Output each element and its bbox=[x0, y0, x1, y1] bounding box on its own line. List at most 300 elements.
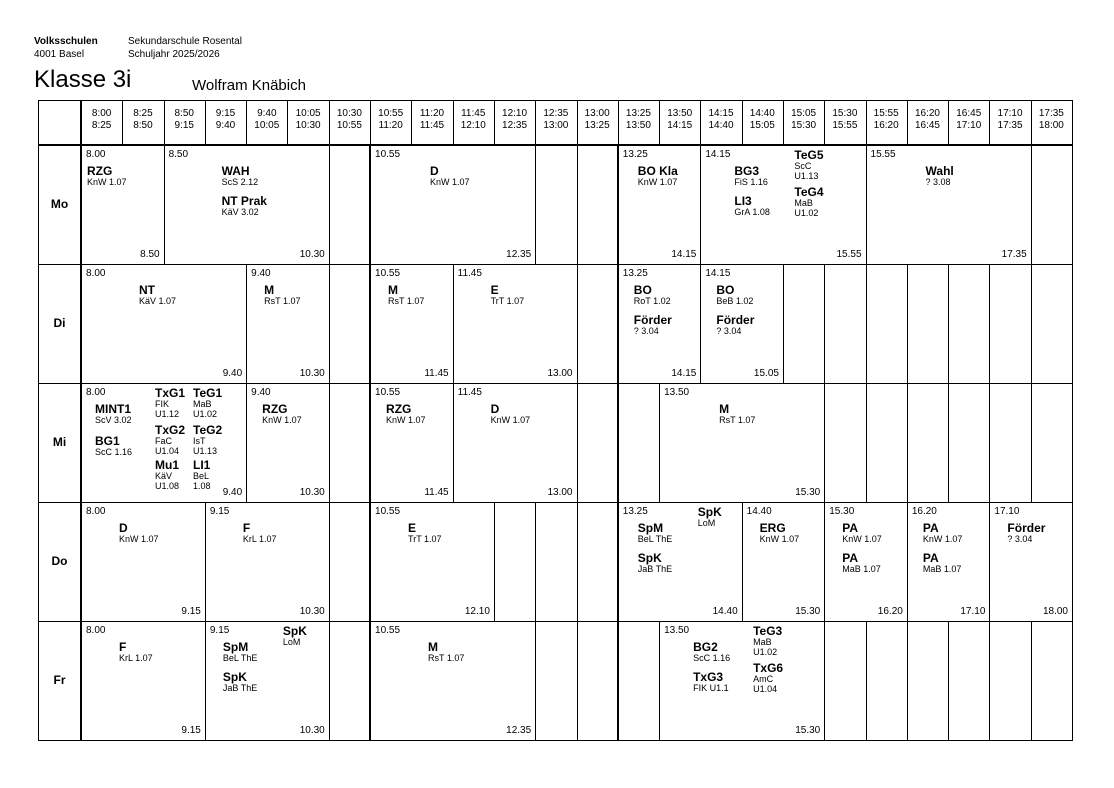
lesson-subject: WAH bbox=[221, 164, 250, 178]
block-end-time: 11.45 bbox=[424, 368, 449, 379]
lesson-subject: Förder bbox=[716, 313, 755, 327]
lesson-block[interactable] bbox=[907, 502, 990, 621]
cell-divider bbox=[866, 621, 867, 740]
slot-end: 14:15 bbox=[667, 120, 693, 131]
slot-start: 17:10 bbox=[997, 108, 1023, 119]
lesson-subject: BO bbox=[633, 283, 652, 297]
lesson-block[interactable] bbox=[81, 264, 246, 383]
block-end-time: 16.20 bbox=[877, 606, 903, 617]
lesson-details: FiS 1.16 bbox=[734, 177, 768, 187]
slot-end: 17:10 bbox=[956, 120, 982, 131]
day-label: Fr bbox=[53, 672, 66, 687]
lesson-block[interactable] bbox=[453, 383, 577, 502]
slot-header bbox=[907, 108, 948, 138]
slot-header bbox=[989, 108, 1030, 138]
lesson-subject: NT Prak bbox=[221, 194, 267, 208]
lesson-subject: LI1 bbox=[193, 458, 211, 472]
lesson-block[interactable] bbox=[453, 264, 577, 383]
block-start-time: 15.55 bbox=[870, 149, 896, 160]
slot-end: 10:05 bbox=[254, 120, 280, 131]
block-start-time: 10.55 bbox=[375, 625, 401, 636]
block-start-time: 8.00 bbox=[86, 625, 106, 636]
slot-header bbox=[122, 108, 163, 138]
lesson-subject: RZG bbox=[262, 402, 288, 416]
cell-divider bbox=[329, 502, 330, 621]
block-end-time: 9.40 bbox=[222, 368, 243, 379]
slot-header bbox=[577, 108, 618, 138]
block-end-time: 9.15 bbox=[181, 725, 201, 736]
break-divider bbox=[617, 621, 619, 740]
lesson-details: KnW 1.07 bbox=[87, 177, 127, 187]
lesson-subject: PA bbox=[922, 521, 939, 535]
cell-divider bbox=[1031, 621, 1032, 740]
lesson-details: KnW 1.07 bbox=[759, 534, 800, 544]
block-start-time: 8.00 bbox=[86, 506, 106, 517]
lesson-details: U1.08 bbox=[155, 481, 180, 491]
block-start-time: 17.10 bbox=[994, 506, 1020, 517]
slot-end: 15:05 bbox=[749, 120, 775, 131]
slot-start: 12:35 bbox=[543, 108, 569, 119]
slot-start: 14:15 bbox=[708, 108, 734, 119]
block-start-time: 13.25 bbox=[622, 149, 648, 160]
lesson-details: U1.13 bbox=[794, 171, 819, 181]
lesson-block[interactable] bbox=[164, 145, 329, 264]
block-end-time: 15.05 bbox=[753, 368, 779, 379]
slot-header bbox=[742, 108, 783, 138]
slot-header bbox=[1031, 108, 1072, 138]
block-end-time: 17.10 bbox=[960, 606, 986, 617]
slot-end: 14:40 bbox=[708, 120, 734, 131]
school-name: Sekundarschule Rosental bbox=[128, 36, 242, 47]
lesson-subject: D bbox=[119, 521, 128, 535]
slot-start: 10:55 bbox=[378, 108, 404, 119]
block-end-time: 14.40 bbox=[712, 606, 738, 617]
lesson-subject: LI3 bbox=[734, 194, 752, 208]
lesson-details: U1.02 bbox=[193, 409, 218, 419]
lesson-block[interactable] bbox=[205, 621, 329, 740]
lesson-subject: D bbox=[430, 164, 439, 178]
slot-start: 11:20 bbox=[419, 108, 445, 119]
lesson-block[interactable] bbox=[659, 621, 824, 740]
lesson-details: ScC 1.16 bbox=[95, 447, 133, 457]
block-end-time: 10.30 bbox=[299, 606, 325, 617]
slot-end: 16:20 bbox=[873, 120, 899, 131]
slot-header bbox=[700, 108, 741, 138]
lesson-subject: E bbox=[408, 521, 417, 535]
slot-end: 17:35 bbox=[997, 120, 1023, 131]
cell-divider bbox=[577, 145, 578, 264]
lesson-details: U1.04 bbox=[155, 446, 180, 456]
lesson-subject: TeG4 bbox=[794, 185, 824, 199]
block-end-time: 9.15 bbox=[181, 606, 201, 617]
lesson-block[interactable] bbox=[700, 145, 865, 264]
block-end-time: 12.35 bbox=[506, 249, 532, 260]
block-start-time: 13.50 bbox=[664, 625, 690, 636]
slot-end: 13:25 bbox=[584, 120, 610, 131]
block-end-time: 10.30 bbox=[299, 249, 325, 260]
lesson-block[interactable] bbox=[81, 383, 246, 502]
slot-end: 8:25 bbox=[91, 120, 112, 131]
lesson-details: KäV bbox=[155, 471, 173, 481]
lesson-details: RsT 1.07 bbox=[719, 415, 756, 425]
slot-header bbox=[866, 108, 907, 138]
lesson-subject: RZG bbox=[386, 402, 412, 416]
block-end-time: 10.30 bbox=[299, 487, 325, 498]
slot-end: 16:45 bbox=[914, 120, 940, 131]
block-start-time: 8.00 bbox=[86, 149, 106, 160]
lesson-block[interactable] bbox=[205, 502, 329, 621]
lesson-subject: BG3 bbox=[734, 164, 760, 178]
lesson-details: BeL ThE bbox=[222, 653, 258, 663]
lesson-block[interactable] bbox=[700, 264, 783, 383]
lesson-details: KnW 1.07 bbox=[922, 534, 963, 544]
lesson-details: BeL bbox=[193, 471, 210, 481]
slot-start: 9:15 bbox=[215, 108, 236, 119]
slot-end: 12:10 bbox=[460, 120, 486, 131]
block-end-time: 11.45 bbox=[424, 487, 449, 498]
cell-divider bbox=[329, 621, 330, 740]
lesson-details: KrL 1.07 bbox=[119, 653, 153, 663]
lesson-details: MaB bbox=[794, 198, 813, 208]
lesson-block[interactable] bbox=[659, 383, 824, 502]
lesson-subject: M bbox=[264, 283, 275, 297]
slot-header bbox=[205, 108, 246, 138]
lesson-block[interactable] bbox=[618, 145, 701, 264]
slot-start: 13:50 bbox=[667, 108, 693, 119]
block-start-time: 10.55 bbox=[375, 268, 401, 279]
cell-divider bbox=[577, 502, 578, 621]
slot-header bbox=[494, 108, 535, 138]
lesson-subject: PA bbox=[842, 521, 859, 535]
slot-start: 15:05 bbox=[791, 108, 817, 119]
slot-header bbox=[370, 108, 411, 138]
block-end-time: 15.30 bbox=[795, 487, 821, 498]
slot-header bbox=[535, 108, 576, 138]
lesson-details: LoM bbox=[697, 518, 716, 528]
block-end-time: 9.40 bbox=[222, 487, 243, 498]
frame-top bbox=[38, 100, 1072, 101]
lesson-block[interactable] bbox=[742, 502, 825, 621]
lesson-block[interactable] bbox=[370, 621, 535, 740]
cell-divider bbox=[948, 264, 949, 383]
cell-divider bbox=[989, 264, 990, 383]
cell-divider bbox=[824, 264, 825, 383]
lesson-details: KnW 1.07 bbox=[842, 534, 882, 544]
block-end-time: 14.15 bbox=[671, 368, 697, 379]
lesson-block[interactable] bbox=[81, 145, 164, 264]
block-end-time: 12.10 bbox=[464, 606, 490, 617]
lesson-details: FIK U1.1 bbox=[693, 683, 729, 693]
lesson-block[interactable] bbox=[989, 502, 1072, 621]
block-start-time: 15.30 bbox=[829, 506, 855, 517]
day-label: Do bbox=[51, 553, 68, 568]
lesson-details: RsT 1.07 bbox=[264, 296, 301, 306]
block-start-time: 13.25 bbox=[622, 506, 648, 517]
block-start-time: 9.15 bbox=[209, 625, 230, 636]
cell-divider bbox=[866, 264, 867, 383]
slot-start: 10:05 bbox=[295, 108, 321, 119]
slot-start: 15:55 bbox=[873, 108, 899, 119]
lesson-details: ? 3.04 bbox=[716, 326, 742, 336]
lesson-details: KnW 1.07 bbox=[637, 177, 678, 187]
lesson-details: TrT 1.07 bbox=[490, 296, 525, 306]
lesson-subject: PA bbox=[922, 551, 939, 565]
block-end-time: 8.50 bbox=[140, 249, 160, 260]
cell-divider bbox=[577, 264, 578, 383]
lesson-details: MaB bbox=[753, 637, 772, 647]
lesson-subject: F bbox=[242, 521, 251, 535]
block-start-time: 13.50 bbox=[664, 387, 690, 398]
lesson-block[interactable] bbox=[866, 145, 1031, 264]
lesson-subject: ERG bbox=[759, 521, 786, 535]
block-end-time: 14.15 bbox=[671, 249, 697, 260]
lesson-subject: TxG6 bbox=[753, 661, 784, 675]
slot-start: 13:00 bbox=[584, 108, 610, 119]
block-start-time: 9.40 bbox=[251, 268, 271, 279]
lesson-details: KnW 1.07 bbox=[386, 415, 426, 425]
lesson-details: BeB 1.02 bbox=[716, 296, 754, 306]
lesson-subject: Mu1 bbox=[155, 458, 179, 472]
lesson-subject: BG2 bbox=[693, 640, 718, 654]
lesson-subject: Wahl bbox=[925, 164, 954, 178]
slot-end: 11:20 bbox=[378, 120, 403, 131]
frame-bottom bbox=[38, 740, 1072, 741]
block-end-time: 13.00 bbox=[547, 487, 573, 498]
day-label: Mi bbox=[52, 434, 67, 449]
slot-header bbox=[164, 108, 205, 138]
cell-divider bbox=[989, 383, 990, 502]
lesson-details: ScC bbox=[794, 161, 812, 171]
slot-start: 16:45 bbox=[956, 108, 982, 119]
cell-divider bbox=[329, 264, 330, 383]
block-start-time: 14.40 bbox=[746, 506, 772, 517]
cell-divider bbox=[866, 383, 867, 502]
slot-header bbox=[948, 108, 989, 138]
block-end-time: 15.30 bbox=[795, 606, 821, 617]
lesson-subject: SpK bbox=[637, 551, 662, 565]
slot-start: 12:10 bbox=[502, 108, 528, 119]
block-start-time: 8.50 bbox=[168, 149, 189, 160]
block-start-time: 13.25 bbox=[622, 268, 648, 279]
slot-header bbox=[783, 108, 824, 138]
block-end-time: 18.00 bbox=[1042, 606, 1068, 617]
lesson-subject: BO bbox=[716, 283, 735, 297]
lesson-details: KäV 3.02 bbox=[221, 207, 259, 217]
lesson-subject: SpK bbox=[222, 670, 247, 684]
lesson-subject: NT bbox=[139, 283, 155, 297]
cell-divider bbox=[577, 383, 578, 502]
lesson-block[interactable] bbox=[370, 383, 453, 502]
school-year: Schuljahr 2025/2026 bbox=[128, 49, 220, 60]
block-start-time: 14.15 bbox=[705, 268, 731, 279]
block-end-time: 15.30 bbox=[795, 725, 821, 736]
slot-header bbox=[824, 108, 865, 138]
block-end-time: 13.00 bbox=[547, 368, 573, 379]
block-end-time: 10.30 bbox=[299, 368, 325, 379]
block-start-time: 10.55 bbox=[375, 387, 401, 398]
slot-start: 15:30 bbox=[832, 108, 858, 119]
lesson-block[interactable] bbox=[824, 502, 907, 621]
lesson-details: U1.02 bbox=[753, 647, 778, 657]
slot-end: 15:55 bbox=[832, 120, 858, 131]
block-start-time: 10.55 bbox=[375, 506, 401, 517]
lesson-details: KnW 1.07 bbox=[119, 534, 159, 544]
lesson-subject: E bbox=[490, 283, 499, 297]
slot-end: 12:35 bbox=[502, 120, 528, 131]
cell-divider bbox=[494, 502, 495, 621]
lesson-subject: F bbox=[119, 640, 127, 654]
lesson-details: GrA 1.08 bbox=[734, 207, 770, 217]
lesson-details: U1.02 bbox=[794, 208, 819, 218]
slot-header bbox=[246, 108, 287, 138]
lesson-subject: D bbox=[490, 402, 500, 416]
lesson-details: BeL ThE bbox=[637, 534, 673, 544]
lesson-subject: MINT1 bbox=[95, 402, 131, 416]
slot-end: 8:50 bbox=[133, 120, 153, 131]
block-end-time: 17.35 bbox=[1001, 249, 1027, 260]
slot-header bbox=[287, 108, 328, 138]
lesson-block[interactable] bbox=[618, 502, 742, 621]
cell-divider bbox=[907, 264, 908, 383]
lesson-block[interactable] bbox=[81, 621, 205, 740]
slot-end: 13:00 bbox=[543, 120, 569, 131]
lesson-details: KrL 1.07 bbox=[242, 534, 277, 544]
lesson-subject: SpM bbox=[637, 521, 664, 535]
cell-divider bbox=[329, 383, 330, 502]
lesson-details: MaB 1.07 bbox=[842, 564, 881, 574]
lesson-details: AmC bbox=[753, 674, 774, 684]
slot-end: 13:50 bbox=[625, 120, 651, 131]
frame-right bbox=[1072, 100, 1073, 741]
class-title: Klasse 3i bbox=[34, 66, 132, 93]
slot-end: 15:30 bbox=[791, 120, 817, 131]
lesson-block[interactable] bbox=[370, 145, 535, 264]
slot-start: 13:25 bbox=[625, 108, 651, 119]
teacher-name: Wolfram Knäbich bbox=[192, 77, 306, 94]
slot-end: 11:45 bbox=[419, 120, 445, 131]
slot-end: 10:30 bbox=[295, 120, 321, 131]
block-start-time: 9.15 bbox=[209, 506, 230, 517]
slot-start: 8:25 bbox=[133, 108, 153, 119]
day-label: Di bbox=[53, 315, 66, 330]
lesson-block[interactable] bbox=[246, 383, 329, 502]
lesson-details: KäV 1.07 bbox=[139, 296, 177, 306]
city: 4001 Basel bbox=[34, 49, 85, 60]
lesson-block[interactable] bbox=[618, 264, 701, 383]
lesson-details: FIK bbox=[155, 399, 170, 409]
lesson-details: ScV 3.02 bbox=[95, 415, 132, 425]
block-start-time: 8.00 bbox=[86, 387, 106, 398]
lesson-subject: TeG5 bbox=[794, 148, 824, 162]
lesson-subject: Förder bbox=[633, 313, 672, 327]
slot-end: 9:15 bbox=[174, 120, 194, 131]
cell-divider bbox=[907, 621, 908, 740]
lesson-details: RsT 1.07 bbox=[428, 653, 465, 663]
lesson-details: ScC 1.16 bbox=[693, 653, 731, 663]
lesson-subject: SpK bbox=[282, 624, 307, 638]
block-start-time: 8.00 bbox=[86, 268, 106, 279]
lesson-subject: RZG bbox=[87, 164, 113, 178]
lesson-details: KnW 1.07 bbox=[262, 415, 302, 425]
lesson-details: MaB 1.07 bbox=[922, 564, 962, 574]
lesson-block[interactable] bbox=[370, 502, 494, 621]
cell-divider bbox=[577, 621, 578, 740]
lesson-details: KnW 1.07 bbox=[490, 415, 531, 425]
cell-divider bbox=[1031, 145, 1032, 264]
cell-divider bbox=[535, 502, 536, 621]
lesson-details: RsT 1.07 bbox=[388, 296, 425, 306]
block-start-time: 10.55 bbox=[375, 149, 401, 160]
lesson-details: LoM bbox=[282, 637, 301, 647]
slot-end: 18:00 bbox=[1038, 120, 1064, 131]
slot-start: 17:35 bbox=[1038, 108, 1064, 119]
lesson-block[interactable] bbox=[246, 264, 329, 383]
slot-end: 9:40 bbox=[215, 120, 236, 131]
block-start-time: 16.20 bbox=[911, 506, 937, 517]
cell-divider bbox=[948, 383, 949, 502]
lesson-subject: M bbox=[719, 402, 730, 416]
lesson-subject: SpK bbox=[697, 505, 722, 519]
slot-start: 16:20 bbox=[914, 108, 940, 119]
block-end-time: 15.55 bbox=[836, 249, 862, 260]
lesson-details: U1.04 bbox=[753, 684, 778, 694]
lesson-details: ? 3.04 bbox=[1007, 534, 1033, 544]
lesson-subject: TxG2 bbox=[155, 423, 186, 437]
lesson-subject: PA bbox=[842, 551, 859, 565]
cell-divider bbox=[989, 621, 990, 740]
lesson-subject: M bbox=[428, 640, 439, 654]
slot-header bbox=[81, 108, 122, 138]
lesson-details: IsT bbox=[193, 436, 206, 446]
break-divider bbox=[617, 383, 619, 502]
lesson-subject: TeG1 bbox=[193, 386, 223, 400]
slot-end: 10:55 bbox=[336, 120, 362, 131]
lesson-block[interactable] bbox=[81, 502, 205, 621]
lesson-details: ScS 2.12 bbox=[221, 177, 259, 187]
block-start-time: 11.45 bbox=[457, 268, 482, 279]
block-start-time: 9.40 bbox=[251, 387, 271, 398]
block-end-time: 12.35 bbox=[506, 725, 532, 736]
slot-header bbox=[618, 108, 659, 138]
lesson-subject: BG1 bbox=[95, 434, 120, 448]
lesson-subject: M bbox=[388, 283, 399, 297]
lesson-details: ? 3.08 bbox=[925, 177, 951, 187]
lesson-block[interactable] bbox=[370, 264, 453, 383]
slot-start: 9:40 bbox=[257, 108, 277, 119]
lesson-details: ? 3.04 bbox=[633, 326, 659, 336]
lesson-details: RoT 1.02 bbox=[633, 296, 671, 306]
lesson-subject: TeG2 bbox=[193, 423, 223, 437]
lesson-subject: Förder bbox=[1007, 521, 1046, 535]
lesson-details: KnW 1.07 bbox=[430, 177, 470, 187]
cell-divider bbox=[948, 621, 949, 740]
lesson-details: TrT 1.07 bbox=[408, 534, 442, 544]
slot-start: 10:30 bbox=[336, 108, 362, 119]
lesson-details: U1.13 bbox=[193, 446, 218, 456]
lesson-subject: SpM bbox=[222, 640, 249, 654]
lesson-subject: TxG3 bbox=[693, 670, 724, 684]
block-end-time: 10.30 bbox=[299, 725, 325, 736]
slot-start: 8:50 bbox=[174, 108, 194, 119]
slot-start: 11:45 bbox=[461, 108, 486, 119]
cell-divider bbox=[907, 383, 908, 502]
org-name: Volksschulen bbox=[34, 36, 98, 47]
lesson-details: JaB ThE bbox=[222, 683, 258, 693]
lesson-details: FaC bbox=[155, 436, 173, 446]
block-start-time: 14.15 bbox=[705, 149, 731, 160]
cell-divider bbox=[1031, 383, 1032, 502]
cell-divider bbox=[329, 145, 330, 264]
